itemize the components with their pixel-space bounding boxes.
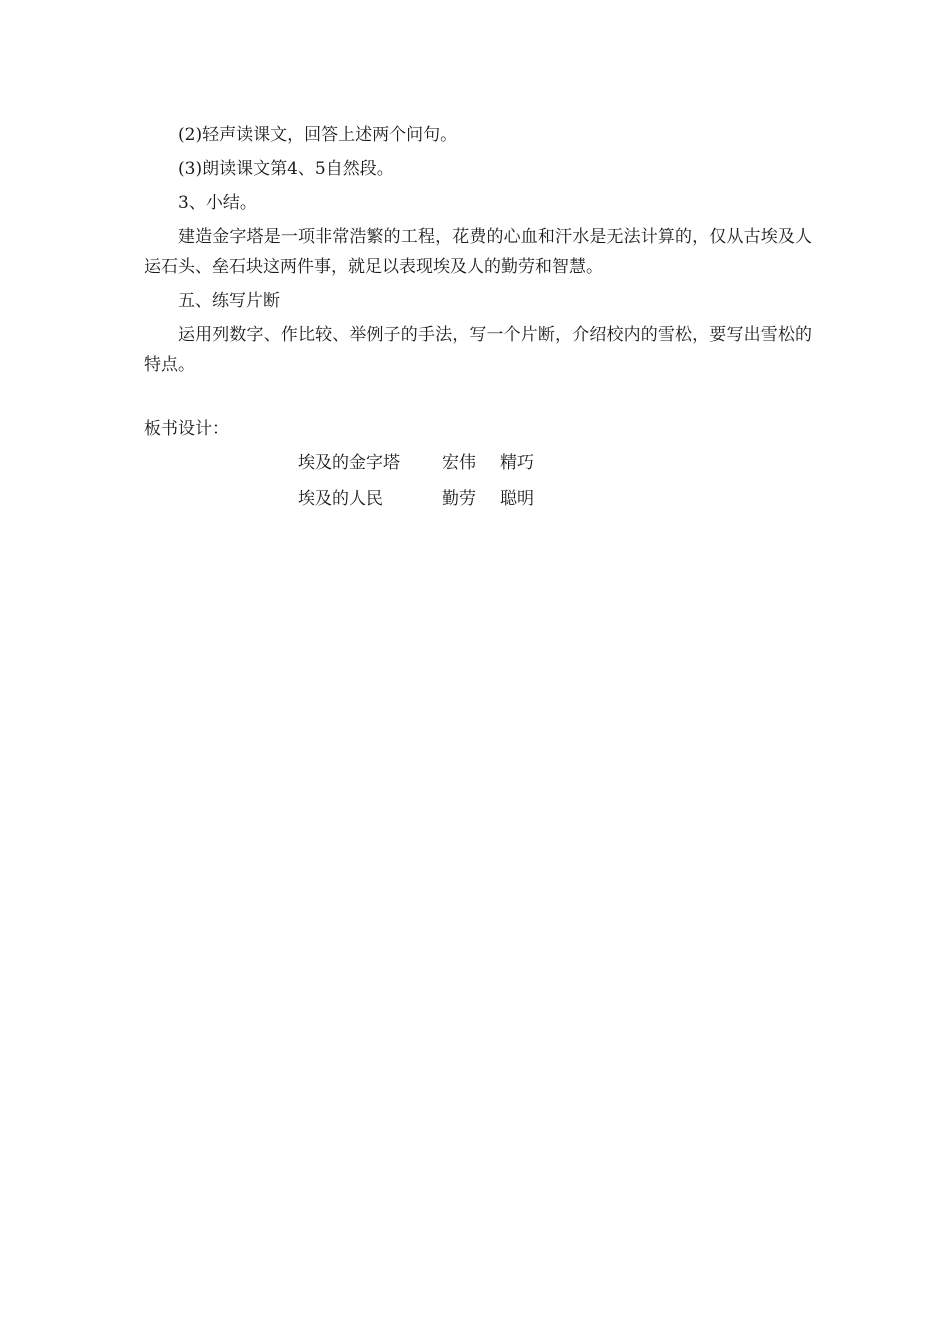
document-body: [144, 120, 812, 518]
board-design: [144, 448, 812, 518]
board-word: 勤劳: [442, 489, 476, 509]
paragraph-writing-task: 运用列数字、作比较、举例子的手法，写一个片断，介绍校内的雪松，要写出雪松的特点。: [144, 325, 812, 375]
board-subject: 埃及的金字塔: [298, 453, 400, 473]
paragraph-read-softly: (2)轻声读课文，回答上述两个问句。: [178, 125, 458, 145]
board-word: 聪明: [500, 489, 534, 509]
board-design-heading: 板书设计：: [144, 419, 229, 439]
board-subject: 埃及的人民: [298, 489, 383, 509]
paragraph-summary-text: 建造金字塔是一项非常浩繁的工程，花费的心血和汗水是无法计算的，仅从古埃及人运石头、垒石块这两件事，就足以表现埃及人的勤劳和智慧。: [144, 227, 812, 277]
board-word: 宏伟: [442, 453, 476, 473]
paragraph-read-aloud: (3)朗读课文第4、5自然段。: [178, 159, 394, 179]
paragraph-writing-heading: 五、练写片断: [178, 291, 280, 311]
spacer: [144, 384, 812, 414]
board-word: 精巧: [500, 453, 534, 473]
paragraph-summary-heading: 3、小结。: [178, 193, 257, 213]
